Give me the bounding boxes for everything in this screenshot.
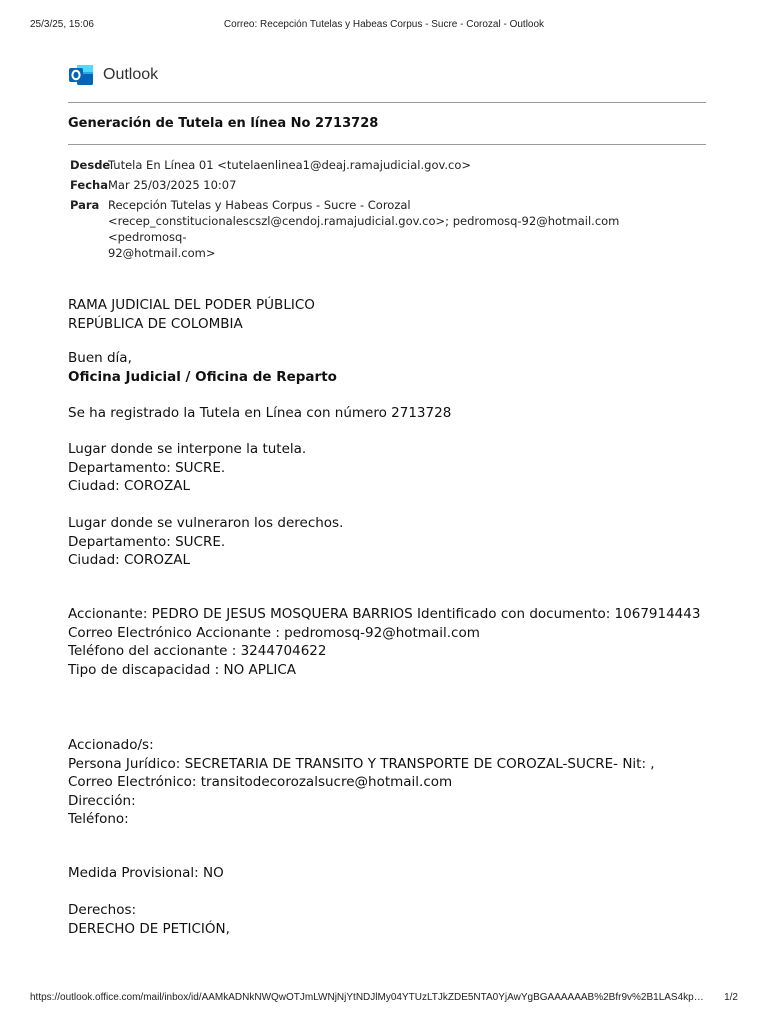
print-footer [0, 992, 768, 1006]
medida-line: Medida Provisional: NO [68, 865, 224, 881]
body-line: DERECHO DE PETICIÓN, [68, 920, 230, 937]
to-value[interactable] [108, 197, 668, 261]
body-line: Accionante: PEDRO DE JESUS MOSQUERA BARRIOS Identificado con documento: 1067914443 [68, 606, 701, 622]
derechos-block [68, 901, 230, 938]
body-line: Lugar donde se interpone la tutela. [68, 441, 307, 457]
body-line: Dirección: [68, 792, 136, 809]
to-label: Para [70, 198, 100, 212]
body-line: Ciudad: COROZAL [68, 478, 191, 494]
from-value[interactable]: Tutela En Línea 01 <tutelaenlinea1@deaj.ramajudicial.gov.co> [108, 158, 472, 172]
to-line: <recep_constitucionalescszl@cendoj.ramajudicial.gov.co>; pedromosq-92@hotmail.com <pedromosq- [108, 214, 620, 244]
body-line: Accionado/s: [68, 737, 154, 753]
body-line: RAMA JUDICIAL DEL PODER PÚBLICO [68, 297, 315, 313]
print-timestamp: 25/3/25, 15:06 [30, 19, 94, 30]
accionado-block [68, 736, 655, 829]
body-line: Departamento: SUCRE. [68, 459, 226, 476]
body-line: Correo Electrónico Accionante : pedromosq-92@hotmail.com [68, 624, 480, 641]
registered-line: Se ha registrado la Tutela en Línea con número 2713728 [68, 405, 452, 421]
divider [68, 144, 706, 145]
email-body-header [68, 296, 315, 333]
body-line: Derechos: [68, 902, 137, 918]
body-line: Tipo de discapacidad : NO APLICA [68, 661, 297, 678]
date-value: Mar 25/03/2025 10:07 [108, 178, 237, 192]
body-line: Correo Electrónico: transitodecorozalsucre@hotmail.com [68, 774, 453, 790]
greeting: Buen día, [68, 350, 132, 366]
body-line: Ciudad: COROZAL [68, 552, 191, 568]
email-body-greeting [68, 349, 337, 386]
accionante-block [68, 605, 700, 679]
outlook-brand [68, 62, 158, 88]
body-line: Persona Jurídico: SECRETARIA DE TRANSITO Y TRANSPORTE DE COROZAL-SUCRE- Nit: , [68, 755, 655, 772]
body-line: Teléfono: [68, 811, 129, 827]
date-label: Fecha [70, 178, 108, 192]
body-line: Teléfono del accionante : 3244704622 [68, 643, 327, 659]
print-url: https://outlook.office.com/mail/inbox/id/AAMkADNkNWQwOTJmLWNjNjYtNDJlMy04YTUzLTJkZDE5NTA0YjAwYgBGAAAAAAB%2Bfr9v%2B1LAS4kp… [30, 992, 704, 1003]
office-name: Oficina Judicial / Oficina de Reparto [68, 368, 337, 385]
from-label: Desde [70, 158, 111, 172]
page-number: 1/2 [724, 992, 738, 1003]
to-line: Recepción Tutelas y Habeas Corpus - Sucre - Corozal [108, 198, 411, 212]
body-line: REPÚBLICA DE COLOMBIA [68, 315, 243, 332]
print-window-title: Correo: Recepción Tutelas y Habeas Corpus - Sucre - Corozal - Outlook [223, 19, 545, 30]
filing-location [68, 440, 306, 496]
body-line: Departamento: SUCRE. [68, 533, 226, 550]
body-line: Lugar donde se vulneraron los derechos. [68, 515, 344, 531]
to-line: 92@hotmail.com> [108, 246, 216, 260]
outlook-brand-name: Outlook [103, 66, 159, 83]
print-header [0, 19, 768, 33]
outlook-logo-icon [68, 62, 94, 88]
violation-location [68, 514, 343, 570]
email-subject: Generación de Tutela en línea No 2713728 [68, 116, 379, 131]
divider [68, 102, 706, 103]
